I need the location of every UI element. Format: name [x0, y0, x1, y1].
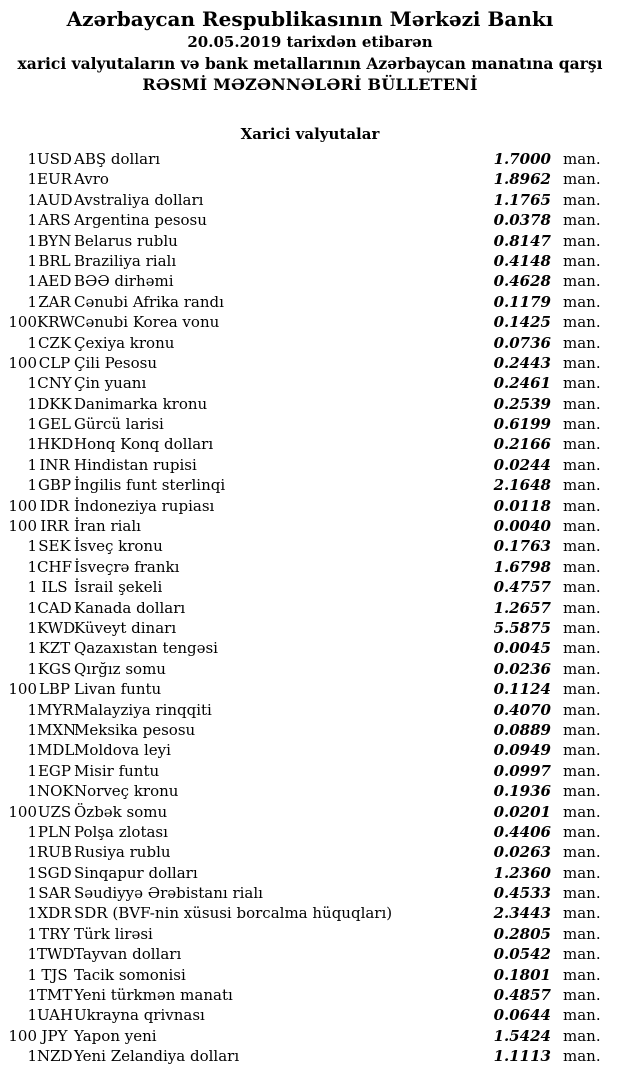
- bank-name-title: Azərbaycan Respublikasının Mərkəzi Bankı: [66, 7, 554, 31]
- row-currency-code: BRL: [38, 251, 71, 270]
- row-unit-label: man.: [563, 782, 601, 801]
- row-currency-name: Norveç kronu: [74, 782, 179, 801]
- row-currency-name: Tayvan dolları: [74, 945, 182, 964]
- row-unit-label: man.: [563, 394, 601, 413]
- row-currency-name: Meksika pesosu: [74, 720, 196, 739]
- row-currency-code: SGD: [37, 863, 72, 882]
- rate-row: [0, 781, 620, 801]
- row-rate-value: 1.6798: [493, 557, 551, 576]
- rate-row: [0, 353, 620, 373]
- row-quantity: 1: [27, 659, 37, 678]
- rate-row: [0, 434, 620, 454]
- row-currency-code: GEL: [38, 415, 71, 434]
- row-unit-label: man.: [563, 680, 601, 699]
- row-currency-code: EGP: [37, 761, 72, 780]
- row-currency-code: USD: [37, 150, 72, 168]
- rate-row: [0, 251, 620, 271]
- row-quantity: 1: [27, 557, 37, 576]
- rate-row: [0, 536, 620, 556]
- row-currency-code: IRR: [40, 517, 69, 536]
- row-currency-code: CNY: [37, 374, 72, 393]
- row-currency-name: Çili Pesosu: [74, 353, 158, 372]
- row-quantity: 1: [27, 782, 37, 801]
- rate-row: [0, 312, 620, 332]
- row-currency-code: IDR: [39, 496, 70, 515]
- row-unit-label: man.: [563, 659, 601, 678]
- row-currency-name: İsrail şekeli: [74, 578, 163, 597]
- row-quantity: 100: [8, 680, 37, 699]
- row-currency-name: Avstraliya dolları: [74, 190, 204, 209]
- row-quantity: 1: [27, 924, 37, 943]
- row-quantity: 1: [27, 700, 37, 719]
- row-rate-value: 0.4533: [493, 884, 551, 903]
- row-currency-name: Argentina pesosu: [74, 211, 207, 230]
- row-rate-value: 0.4757: [493, 578, 551, 597]
- row-currency-name: Moldova leyi: [74, 741, 171, 760]
- row-quantity: 1: [27, 986, 37, 1005]
- row-currency-code: DKK: [37, 394, 72, 413]
- row-rate-value: 2.1648: [493, 476, 551, 495]
- row-rate-value: 1.7000: [493, 150, 551, 168]
- row-quantity: 1: [27, 231, 37, 250]
- row-unit-label: man.: [563, 802, 601, 821]
- row-quantity: 1: [27, 1006, 37, 1025]
- row-currency-name: Honq Konq dolları: [74, 435, 214, 454]
- rate-row: [0, 577, 620, 597]
- rate-row: [0, 149, 620, 169]
- row-rate-value: 0.4857: [493, 986, 551, 1005]
- row-currency-code: KRW: [37, 313, 75, 332]
- row-rate-value: 0.0889: [493, 720, 551, 739]
- row-quantity: 1: [27, 639, 37, 658]
- row-currency-code: CLP: [38, 353, 71, 372]
- row-currency-code: AED: [37, 272, 72, 291]
- rate-row: [0, 985, 620, 1005]
- row-currency-code: HKD: [37, 435, 74, 454]
- row-unit-label: man.: [563, 720, 601, 739]
- row-rate-value: 0.4628: [493, 272, 551, 291]
- row-unit-label: man.: [563, 618, 601, 637]
- row-rate-value: 0.1936: [493, 782, 551, 801]
- row-quantity: 1: [27, 435, 37, 454]
- row-currency-name: Malayziya rinqqiti: [74, 700, 212, 719]
- rate-row: [0, 475, 620, 495]
- row-currency-code: TRY: [39, 924, 70, 943]
- row-quantity: 1: [27, 884, 37, 903]
- row-rate-value: 0.0201: [493, 802, 551, 821]
- row-rate-value: 0.4148: [493, 251, 551, 270]
- row-quantity: 1: [27, 761, 37, 780]
- row-currency-name: Cənubi Korea vonu: [74, 313, 220, 332]
- row-quantity: 1: [27, 455, 37, 474]
- row-currency-name: Misir funtu: [74, 761, 160, 780]
- row-currency-name: Livan funtu: [74, 680, 162, 699]
- row-currency-name: Yeni Zelandiya dolları: [74, 1047, 240, 1066]
- rate-row: [0, 863, 620, 883]
- row-quantity: 1: [27, 415, 37, 434]
- row-currency-name: Ukrayna qrivnası: [74, 1006, 205, 1025]
- row-currency-code: XDR: [37, 904, 72, 923]
- row-currency-code: BYN: [37, 231, 72, 250]
- row-unit-label: man.: [563, 333, 601, 352]
- row-currency-name: Danimarka kronu: [74, 394, 208, 413]
- row-quantity: 1: [27, 374, 37, 393]
- rate-row: [0, 231, 620, 251]
- row-quantity: 1: [27, 720, 37, 739]
- row-currency-code: RUB: [37, 843, 72, 862]
- row-unit-label: man.: [563, 517, 601, 536]
- rate-row: [0, 883, 620, 903]
- row-unit-label: man.: [563, 1026, 601, 1045]
- row-currency-code: CHF: [37, 557, 72, 576]
- row-currency-code: JPY: [41, 1026, 68, 1045]
- row-quantity: 1: [27, 170, 37, 189]
- row-currency-code: EUR: [37, 170, 72, 189]
- row-currency-name: Səudiyyə Ərəbistanı rialı: [74, 884, 263, 903]
- row-rate-value: 0.2805: [493, 924, 551, 943]
- rate-row: [0, 659, 620, 679]
- row-currency-code: ZAR: [38, 292, 71, 311]
- row-quantity: 1: [27, 251, 37, 270]
- row-unit-label: man.: [563, 190, 601, 209]
- row-currency-name: Çin yuanı: [74, 374, 147, 393]
- row-currency-code: GBP: [37, 476, 72, 495]
- row-rate-value: 0.1801: [493, 965, 551, 984]
- rate-row: [0, 394, 620, 414]
- rate-row: [0, 455, 620, 475]
- row-quantity: 100: [8, 802, 37, 821]
- subject-line: xarici valyutaların və bank metallarının Azərbaycan manatına qarşı: [17, 54, 603, 73]
- rate-row: [0, 557, 620, 577]
- effective-date-line: 20.05.2019 tarixdən etibarən: [187, 33, 433, 51]
- rate-row: [0, 638, 620, 658]
- row-currency-name: Yapon yeni: [74, 1026, 157, 1045]
- row-rate-value: 1.2360: [493, 863, 551, 882]
- row-rate-value: 0.4406: [493, 822, 551, 841]
- rate-row: [0, 1005, 620, 1025]
- row-quantity: 1: [27, 150, 37, 168]
- row-rate-value: 0.0949: [493, 741, 551, 760]
- row-rate-value: 0.0542: [493, 945, 551, 964]
- row-rate-value: 5.5875: [493, 618, 551, 637]
- rate-row: [0, 720, 620, 740]
- row-rate-value: 0.0378: [493, 211, 551, 230]
- bulletin-header: [0, 0, 620, 96]
- row-quantity: 1: [27, 190, 37, 209]
- row-quantity: 1: [27, 537, 37, 556]
- row-currency-name: Avro: [74, 170, 109, 189]
- row-rate-value: 0.2443: [493, 353, 551, 372]
- row-currency-code: MDL: [37, 741, 75, 760]
- row-rate-value: 0.2461: [493, 374, 551, 393]
- row-unit-label: man.: [563, 496, 601, 515]
- row-rate-value: 2.3443: [493, 904, 551, 923]
- row-unit-label: man.: [563, 986, 601, 1005]
- row-quantity: 1: [27, 945, 37, 964]
- rate-row: [0, 210, 620, 230]
- row-currency-name: Braziliya rialı: [74, 251, 177, 270]
- row-currency-name: Çexiya kronu: [74, 333, 175, 352]
- row-unit-label: man.: [563, 557, 601, 576]
- row-currency-name: BƏƏ dirhəmi: [74, 272, 174, 291]
- row-quantity: 1: [27, 843, 37, 862]
- row-currency-code: PLN: [37, 822, 72, 841]
- section-title-foreign-currencies: Xarici valyutalar: [240, 125, 380, 143]
- row-quantity: 1: [27, 863, 37, 882]
- row-rate-value: 1.1765: [493, 190, 551, 209]
- row-currency-name: Polşa zlotası: [74, 822, 168, 841]
- row-currency-name: Belarus rublu: [74, 231, 178, 250]
- row-quantity: 1: [27, 1047, 37, 1066]
- row-currency-name: Tacik somonisi: [74, 965, 186, 984]
- row-currency-code: KGS: [37, 659, 72, 678]
- rate-row: [0, 965, 620, 985]
- row-rate-value: 0.1124: [493, 680, 551, 699]
- row-rate-value: 0.0040: [493, 517, 551, 536]
- rate-row: [0, 496, 620, 516]
- rate-row: [0, 903, 620, 923]
- row-unit-label: man.: [563, 904, 601, 923]
- row-quantity: 1: [27, 292, 37, 311]
- row-currency-code: MYR: [37, 700, 74, 719]
- rate-row: [0, 1046, 620, 1066]
- row-currency-code: NOK: [37, 782, 74, 801]
- row-currency-name: İndoneziya rupiası: [74, 496, 215, 515]
- row-rate-value: 1.1113: [493, 1047, 551, 1066]
- rate-row: [0, 169, 620, 189]
- row-quantity: 1: [27, 476, 37, 495]
- row-unit-label: man.: [563, 578, 601, 597]
- row-quantity: 100: [8, 1026, 37, 1045]
- row-unit-label: man.: [563, 231, 601, 250]
- row-quantity: 1: [27, 272, 37, 291]
- row-rate-value: 0.1425: [493, 313, 551, 332]
- row-quantity: 1: [27, 578, 37, 597]
- row-unit-label: man.: [563, 476, 601, 495]
- row-currency-name: Küveyt dinarı: [74, 618, 177, 637]
- rate-row: [0, 802, 620, 822]
- row-currency-code: LBP: [38, 680, 71, 699]
- row-rate-value: 1.8962: [493, 170, 551, 189]
- row-currency-name: Özbək somu: [74, 802, 168, 821]
- row-rate-value: 0.0236: [493, 659, 551, 678]
- row-currency-code: SAR: [38, 884, 71, 903]
- row-rate-value: 0.0263: [493, 843, 551, 862]
- row-quantity: 100: [8, 313, 37, 332]
- row-rate-value: 0.8147: [493, 231, 551, 250]
- rate-row: [0, 373, 620, 393]
- rate-row: [0, 292, 620, 312]
- row-unit-label: man.: [563, 843, 601, 862]
- row-unit-label: man.: [563, 884, 601, 903]
- row-currency-name: Kanada dolları: [74, 598, 186, 617]
- rate-row: [0, 1026, 620, 1046]
- row-currency-name: İran rialı: [74, 517, 141, 536]
- row-rate-value: 0.0118: [493, 496, 551, 515]
- rate-row: [0, 761, 620, 781]
- row-unit-label: man.: [563, 353, 601, 372]
- row-currency-code: SEK: [38, 537, 71, 556]
- row-currency-name: Rusiya rublu: [74, 843, 171, 862]
- row-currency-code: UAH: [37, 1006, 74, 1025]
- row-quantity: 1: [27, 965, 37, 984]
- row-quantity: 1: [27, 618, 37, 637]
- row-quantity: 100: [8, 496, 37, 515]
- rate-row: [0, 679, 620, 699]
- row-currency-name: Gürcü larisi: [74, 415, 164, 434]
- row-currency-name: Qazaxıstan tengəsi: [74, 639, 218, 658]
- row-unit-label: man.: [563, 1047, 601, 1066]
- rate-row: [0, 190, 620, 210]
- rate-row: [0, 414, 620, 434]
- row-currency-code: KWD: [37, 618, 76, 637]
- row-unit-label: man.: [563, 945, 601, 964]
- row-rate-value: 1.5424: [493, 1026, 551, 1045]
- row-unit-label: man.: [563, 924, 601, 943]
- row-unit-label: man.: [563, 741, 601, 760]
- rate-row: [0, 700, 620, 720]
- row-unit-label: man.: [563, 313, 601, 332]
- row-unit-label: man.: [563, 292, 601, 311]
- row-unit-label: man.: [563, 863, 601, 882]
- rate-row: [0, 822, 620, 842]
- row-unit-label: man.: [563, 170, 601, 189]
- row-currency-code: ARS: [38, 211, 71, 230]
- rate-row: [0, 924, 620, 944]
- rate-row: [0, 271, 620, 291]
- row-unit-label: man.: [563, 150, 601, 168]
- row-currency-name: ABŞ dolları: [74, 150, 161, 168]
- row-quantity: 1: [27, 598, 37, 617]
- row-currency-code: TWD: [37, 945, 75, 964]
- row-currency-code: CAD: [37, 598, 72, 617]
- row-unit-label: man.: [563, 374, 601, 393]
- row-quantity: 1: [27, 822, 37, 841]
- rate-row: [0, 618, 620, 638]
- row-currency-code: NZD: [37, 1047, 73, 1066]
- row-unit-label: man.: [563, 761, 601, 780]
- rate-row: [0, 740, 620, 760]
- row-rate-value: 0.2539: [493, 394, 551, 413]
- row-unit-label: man.: [563, 435, 601, 454]
- row-unit-label: man.: [563, 1006, 601, 1025]
- row-rate-value: 0.1179: [493, 292, 551, 311]
- row-currency-code: TJS: [41, 965, 68, 984]
- row-quantity: 1: [27, 333, 37, 352]
- row-currency-name: SDR (BVF-nin xüsusi borcalma hüquqları): [74, 904, 393, 923]
- row-quantity: 1: [27, 741, 37, 760]
- rate-row: [0, 516, 620, 536]
- row-currency-code: UZS: [37, 802, 72, 821]
- row-currency-name: Türk lirəsi: [74, 924, 153, 943]
- row-currency-name: İngilis funt sterlinqi: [74, 476, 226, 495]
- row-rate-value: 0.0997: [493, 761, 551, 780]
- row-unit-label: man.: [563, 211, 601, 230]
- row-currency-name: İsveçrə frankı: [74, 557, 180, 576]
- row-unit-label: man.: [563, 822, 601, 841]
- row-quantity: 100: [8, 517, 37, 536]
- row-unit-label: man.: [563, 700, 601, 719]
- row-currency-code: TMT: [37, 986, 73, 1005]
- bulletin-title: RƏSMİ MƏZƏNNƏLƏRİ BÜLLETENİ: [142, 75, 478, 94]
- row-unit-label: man.: [563, 639, 601, 658]
- row-unit-label: man.: [563, 272, 601, 291]
- row-quantity: 1: [27, 904, 37, 923]
- row-currency-name: Qırğız somu: [74, 659, 166, 678]
- row-currency-code: AUD: [37, 190, 73, 209]
- row-rate-value: 0.6199: [493, 415, 551, 434]
- row-unit-label: man.: [563, 455, 601, 474]
- row-currency-name: İsveç kronu: [74, 537, 163, 556]
- row-currency-code: KZT: [38, 639, 71, 658]
- row-rate-value: 0.0244: [493, 455, 551, 474]
- row-rate-value: 0.0736: [493, 333, 551, 352]
- row-rate-value: 1.2657: [493, 598, 551, 617]
- rate-row: [0, 944, 620, 964]
- row-quantity: 1: [27, 394, 37, 413]
- row-rate-value: 0.0045: [493, 639, 551, 658]
- rate-row: [0, 842, 620, 862]
- row-rate-value: 0.4070: [493, 700, 551, 719]
- row-currency-name: Cənubi Afrika randı: [74, 292, 224, 311]
- rate-row: [0, 598, 620, 618]
- row-quantity: 100: [8, 353, 37, 372]
- row-unit-label: man.: [563, 251, 601, 270]
- row-unit-label: man.: [563, 415, 601, 434]
- rate-row: [0, 333, 620, 353]
- row-currency-code: CZK: [37, 333, 72, 352]
- rates-table: [0, 149, 620, 1067]
- row-unit-label: man.: [563, 965, 601, 984]
- row-currency-code: ILS: [41, 578, 68, 597]
- row-unit-label: man.: [563, 537, 601, 556]
- row-currency-name: Hindistan rupisi: [74, 455, 197, 474]
- row-currency-name: Yeni türkmən manatı: [74, 986, 233, 1005]
- row-currency-name: Sinqapur dolları: [74, 863, 198, 882]
- row-rate-value: 0.0644: [493, 1006, 551, 1025]
- row-rate-value: 0.1763: [493, 537, 551, 556]
- row-currency-code: MXN: [37, 720, 77, 739]
- row-quantity: 1: [27, 211, 37, 230]
- row-rate-value: 0.2166: [493, 435, 551, 454]
- row-currency-code: INR: [39, 455, 70, 474]
- row-unit-label: man.: [563, 598, 601, 617]
